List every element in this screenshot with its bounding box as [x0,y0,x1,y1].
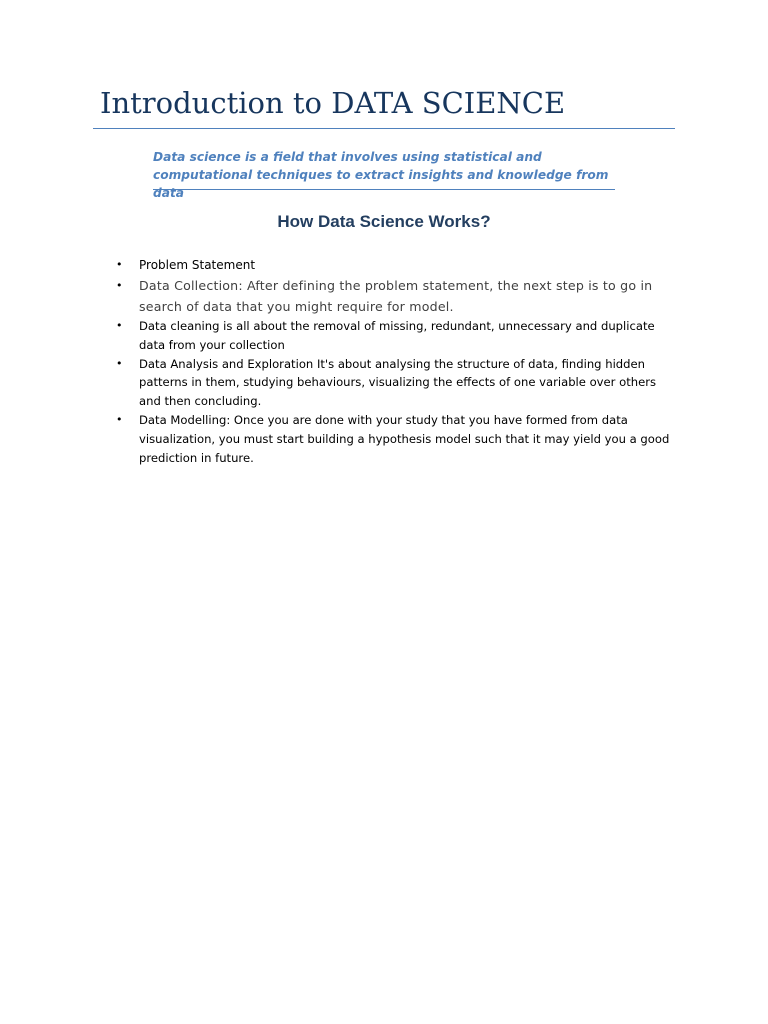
list-item [0,411,768,467]
bullet-list [0,255,768,467]
subtitle-underline [153,189,615,190]
title-underline [93,128,675,129]
list-item [0,255,768,275]
bullet-icon: • [116,412,123,426]
list-item [0,355,768,411]
document-subtitle: Data science is a field that involves using statistical and computational techniques to extract insights and knowledge from data [153,150,609,200]
document-title: Introduction to DATA SCIENCE [100,86,566,120]
list-item-text: Data Analysis and Exploration It's about analysing the structure of data, finding hidden patterns in them, studying behaviours, visualizing the effects of one variable over others and then concluding. [139,356,657,409]
list-item-text: Data Modelling: Once you are done with your study that you have formed from data visualization, you must start building a hypothesis model such that it may yield you a good prediction in future. [139,412,670,465]
bullet-icon: • [116,319,123,332]
bullet-icon: • [116,258,123,271]
list-item-text: Data Collection: After defining the problem statement, the next step is to go in search of data that you might require for model. [139,278,653,314]
bullet-icon: • [116,356,123,370]
list-item-text: Data cleaning is all about the removal of missing, redundant, unnecessary and duplicate data from your collection [139,319,655,352]
list-item [0,275,768,317]
bullet-icon: • [116,279,123,292]
section-heading: How Data Science Works? [277,212,491,231]
list-item-text: Problem Statement [139,258,256,272]
list-item [0,317,768,355]
